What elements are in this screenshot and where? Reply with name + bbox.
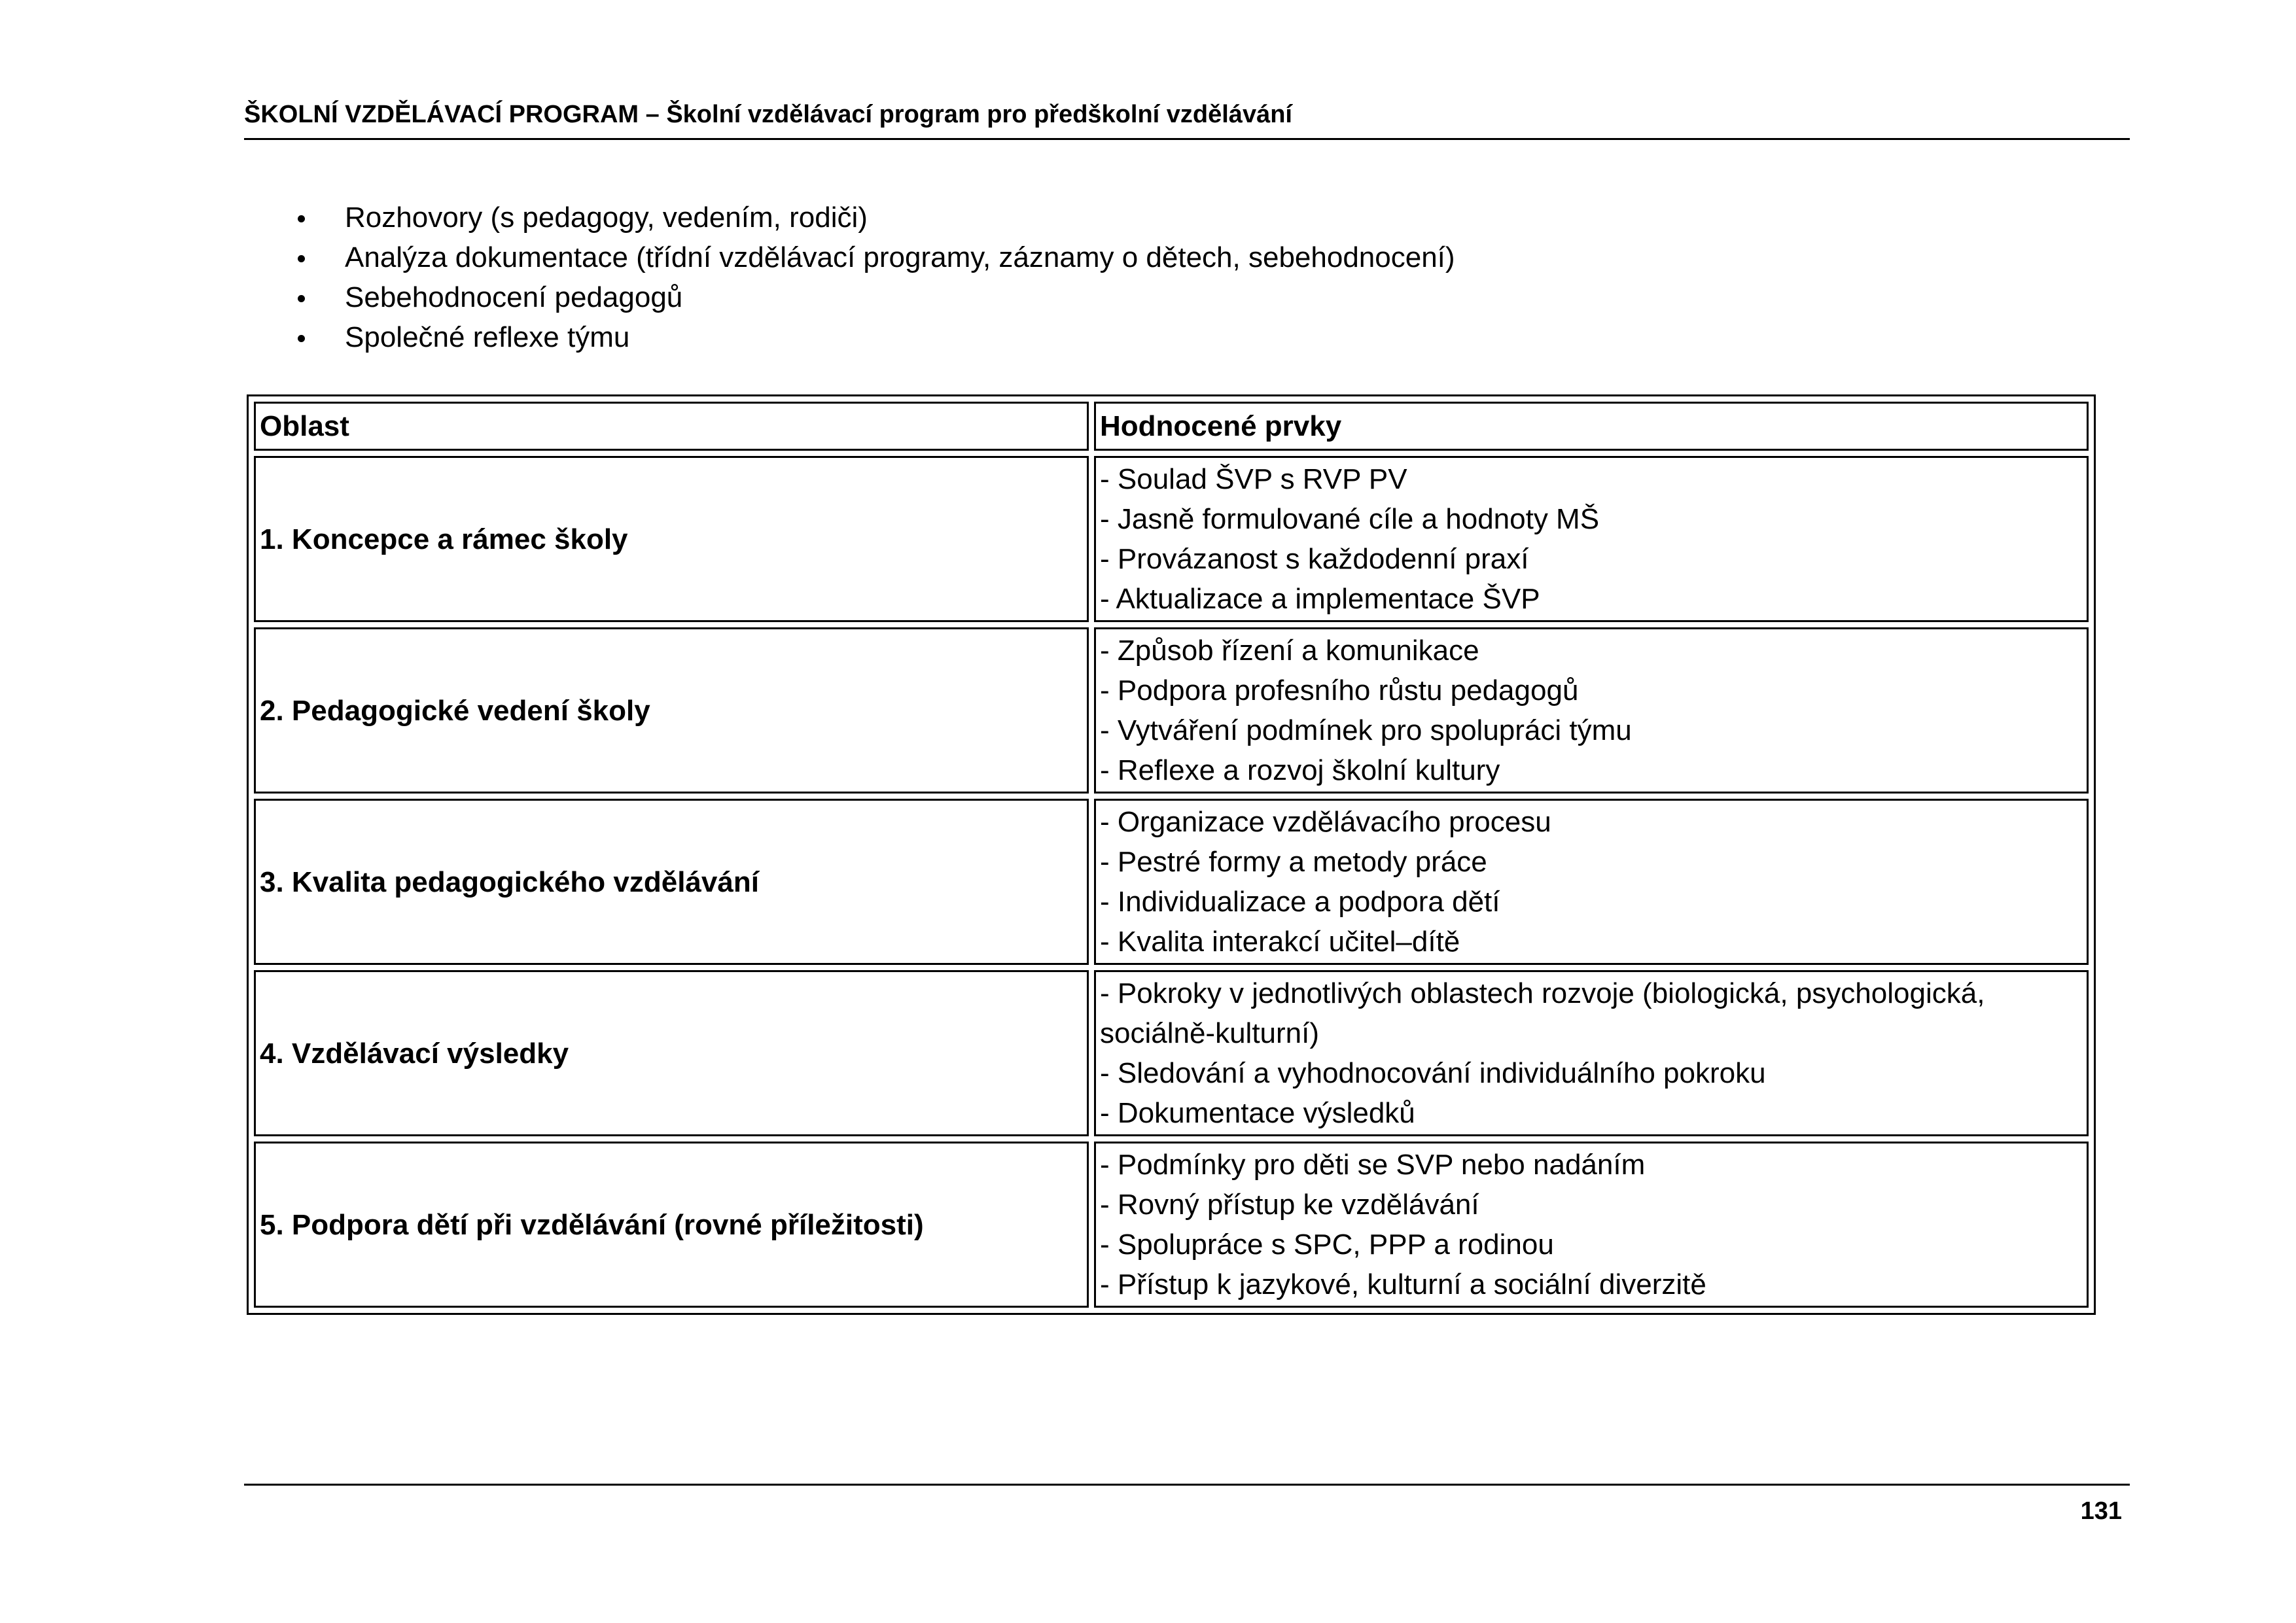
list-item-text: Rozhovory (s pedagogy, vedením, rodiči) bbox=[345, 201, 868, 234]
page-number: 131 bbox=[2080, 1497, 2122, 1525]
table-row bbox=[254, 1142, 2089, 1308]
evaluation-table bbox=[247, 394, 2096, 1315]
item-line: - Jasně formulované cíle a hodnoty MŠ bbox=[1100, 503, 1600, 535]
item-line: - Rovný přístup ke vzdělávání bbox=[1100, 1189, 1479, 1221]
table-row bbox=[254, 799, 2089, 965]
item-line: - Dokumentace výsledků bbox=[1100, 1097, 1415, 1129]
column-header-items: Hodnocené prvky bbox=[1094, 402, 2089, 451]
area-cell: 3. Kvalita pedagogického vzdělávání bbox=[254, 799, 1089, 965]
item-line: - Individualizace a podpora dětí bbox=[1100, 886, 1500, 918]
area-cell: 1. Koncepce a rámec školy bbox=[254, 456, 1089, 622]
items-cell bbox=[1094, 970, 2089, 1136]
item-line: - Provázanost s každodenní praxí bbox=[1100, 543, 1529, 575]
table-row bbox=[254, 627, 2089, 794]
page-header bbox=[244, 98, 2130, 140]
area-cell: 2. Pedagogické vedení školy bbox=[254, 627, 1089, 794]
list-item bbox=[298, 237, 1455, 277]
list-item-text: Společné reflexe týmu bbox=[345, 321, 630, 353]
item-line: - Kvalita interakcí učitel–dítě bbox=[1100, 926, 1460, 958]
item-line: - Vytváření podmínek pro spolupráci týmu bbox=[1100, 714, 1632, 746]
area-cell: 4. Vzdělávací výsledky bbox=[254, 970, 1089, 1136]
list-item bbox=[298, 198, 1455, 237]
list-item-text: Sebehodnocení pedagogů bbox=[345, 281, 683, 313]
items-cell bbox=[1094, 456, 2089, 622]
items-cell bbox=[1094, 1142, 2089, 1308]
page-footer bbox=[244, 1484, 2130, 1525]
list-item-text: Analýza dokumentace (třídní vzdělávací programy, záznamy o dětech, sebehodnocení) bbox=[345, 241, 1455, 273]
item-line: - Aktualizace a implementace ŠVP bbox=[1100, 583, 1540, 615]
evaluation-methods-list bbox=[298, 198, 1455, 357]
items-cell bbox=[1094, 799, 2089, 965]
column-header-area: Oblast bbox=[254, 402, 1089, 451]
item-line: sociálně-kulturní) bbox=[1100, 1017, 1320, 1049]
item-line: - Podpora profesního růstu pedagogů bbox=[1100, 674, 1579, 707]
list-item bbox=[298, 317, 1455, 357]
item-line: - Reflexe a rozvoj školní kultury bbox=[1100, 754, 1500, 786]
item-line: - Způsob řízení a komunikace bbox=[1100, 635, 1479, 667]
area-cell: 5. Podpora dětí při vzdělávání (rovné příležitosti) bbox=[254, 1142, 1089, 1308]
table-row bbox=[254, 456, 2089, 622]
list-item bbox=[298, 277, 1455, 317]
item-line: - Organizace vzdělávacího procesu bbox=[1100, 806, 1551, 838]
bullet-icon bbox=[298, 215, 305, 222]
item-line: - Podmínky pro děti se SVP nebo nadáním bbox=[1100, 1149, 1646, 1181]
item-line: - Soulad ŠVP s RVP PV bbox=[1100, 463, 1407, 495]
page-header-title: ŠKOLNÍ VZDĚLÁVACÍ PROGRAM – Školní vzdělávací program pro předškolní vzdělávání bbox=[244, 101, 1292, 128]
bullet-icon bbox=[298, 255, 305, 262]
table-header-row bbox=[254, 402, 2089, 451]
item-line: - Pestré formy a metody práce bbox=[1100, 846, 1487, 878]
items-cell bbox=[1094, 627, 2089, 794]
bullet-icon bbox=[298, 335, 305, 342]
item-line: - Pokroky v jednotlivých oblastech rozvoje (biologická, psychologická, bbox=[1100, 977, 1985, 1009]
item-line: - Spolupráce s SPC, PPP a rodinou bbox=[1100, 1229, 1554, 1261]
bullet-icon bbox=[298, 295, 305, 302]
table-row bbox=[254, 970, 2089, 1136]
item-line: - Sledování a vyhodnocování individuálního pokroku bbox=[1100, 1057, 1766, 1089]
item-line: - Přístup k jazykové, kulturní a sociální diverzitě bbox=[1100, 1268, 1706, 1300]
